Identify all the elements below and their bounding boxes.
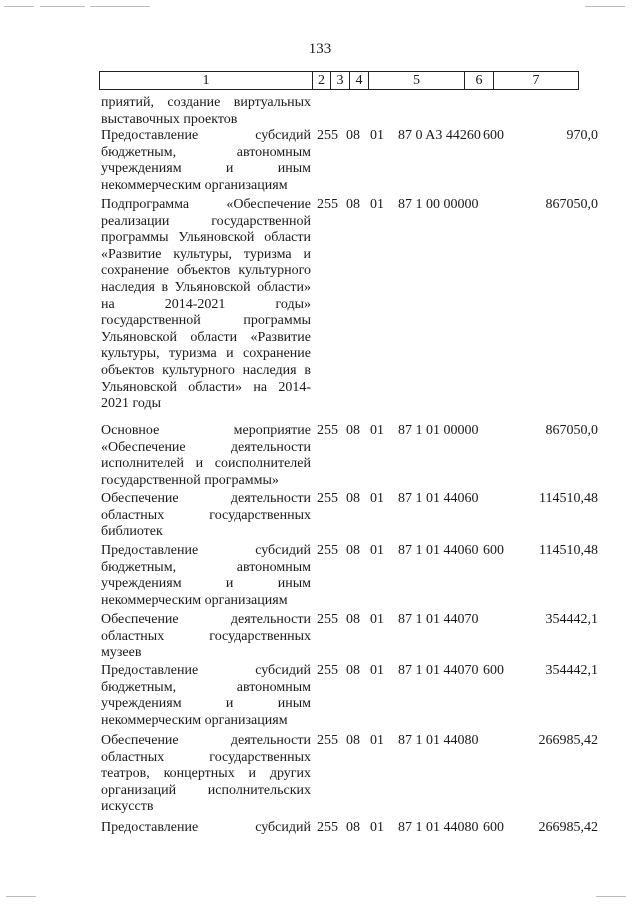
row-amount: 114510,48 [539, 491, 598, 506]
row-amount: 266985,42 [538, 733, 598, 748]
row-name: Обеспечение деятельности областных государственных театров, концертных и других организаций исполнительских искусств [101, 733, 311, 815]
row-code-target: 87 1 01 44070 [398, 663, 479, 678]
scan-edge-mark [4, 6, 34, 7]
row-code-subsection: 01 [370, 491, 384, 506]
row-name: Предоставление субсидий бюджетным, автономным учреждениям и иным некоммерческим организациям [101, 128, 311, 193]
row-code-section: 08 [346, 612, 360, 627]
row-code-target: 87 1 01 44080 [398, 820, 479, 835]
row-code-expense-type: 600 [483, 820, 504, 835]
row-name: Подпрограмма «Обеспечение реализации государственной программы Ульяновской области «Развитие культуры, туризма и сохранение объектов культурного наследия в Ульяновской области» на 2014-2021 годы» государственной программы Ульяновской области «Развитие культуры, туризма и сохранение объектов культурного наследия в Ульяновской области» на 2014-2021 годы [101, 197, 311, 412]
row-code-subsection: 01 [370, 612, 384, 627]
row-code-ministry: 255 [317, 128, 338, 143]
row-code-subsection: 01 [370, 820, 384, 835]
row-name: Обеспечение деятельности областных государственных библиотек [101, 491, 311, 540]
row-code-subsection: 01 [370, 733, 384, 748]
row-code-expense-type: 600 [483, 543, 504, 558]
column-header-4: 4 [350, 72, 369, 90]
row-code-section: 08 [346, 663, 360, 678]
row-code-subsection: 01 [370, 128, 384, 143]
row-amount: 867050,0 [545, 197, 598, 212]
row-amount: 354442,1 [545, 663, 598, 678]
column-header-3: 3 [331, 72, 350, 90]
row-code-target: 87 1 01 00000 [398, 423, 479, 438]
column-header-5: 5 [369, 72, 465, 90]
row-amount: 867050,0 [545, 423, 598, 438]
row-code-subsection: 01 [370, 543, 384, 558]
row-code-ministry: 255 [317, 612, 338, 627]
row-code-section: 08 [346, 197, 360, 212]
row-code-expense-type: 600 [483, 128, 504, 143]
scan-edge-mark [40, 6, 85, 7]
column-header-1: 1 [100, 72, 313, 90]
column-header-6: 6 [465, 72, 494, 90]
column-header-7: 7 [494, 72, 579, 90]
row-code-section: 08 [346, 128, 360, 143]
row-name: Предоставление субсидий бюджетным, автономным учреждениям и иным некоммерческим организациям [101, 543, 311, 608]
scan-edge-mark [596, 896, 626, 897]
scan-edge-mark [6, 896, 36, 897]
row-code-target: 87 1 01 44080 [398, 733, 479, 748]
row-code-target: 87 1 01 44060 [398, 491, 479, 506]
row-amount: 354442,1 [545, 612, 598, 627]
row-code-target: 87 1 00 00000 [398, 197, 479, 212]
row-code-ministry: 255 [317, 733, 338, 748]
row-name: Обеспечение деятельности областных государственных музеев [101, 612, 311, 661]
row-code-subsection: 01 [370, 197, 384, 212]
row-code-expense-type: 600 [483, 663, 504, 678]
row-name: Предоставление субсидий бюджетным, автономным учреждениям и иным некоммерческим организациям [101, 663, 311, 728]
row-amount: 970,0 [566, 128, 598, 143]
row-code-section: 08 [346, 423, 360, 438]
row-code-ministry: 255 [317, 820, 338, 835]
row-amount: 266985,42 [538, 820, 598, 835]
row-code-ministry: 255 [317, 663, 338, 678]
scan-edge-mark [585, 6, 625, 7]
row-code-section: 08 [346, 491, 360, 506]
row-code-subsection: 01 [370, 663, 384, 678]
row-code-target: 87 1 01 44070 [398, 612, 479, 627]
scan-edge-mark [90, 6, 150, 7]
row-code-ministry: 255 [317, 491, 338, 506]
column-header-2: 2 [313, 72, 331, 90]
row-name: Основное мероприятие «Обеспечение деятельности исполнителей и соисполнителей государственной программы» [101, 423, 311, 488]
row-code-section: 08 [346, 733, 360, 748]
row-code-section: 08 [346, 543, 360, 558]
row-name: приятий, создание виртуальных выставочных проектов [101, 95, 311, 127]
row-code-target: 87 1 01 44060 [398, 543, 479, 558]
row-code-target: 87 0 A3 44260 [398, 128, 481, 143]
row-code-ministry: 255 [317, 423, 338, 438]
page-number: 133 [308, 41, 332, 57]
row-code-section: 08 [346, 820, 360, 835]
row-name: Предоставление субсидий [101, 820, 311, 835]
row-amount: 114510,48 [539, 543, 598, 558]
row-code-ministry: 255 [317, 543, 338, 558]
row-code-subsection: 01 [370, 423, 384, 438]
row-code-ministry: 255 [317, 197, 338, 212]
